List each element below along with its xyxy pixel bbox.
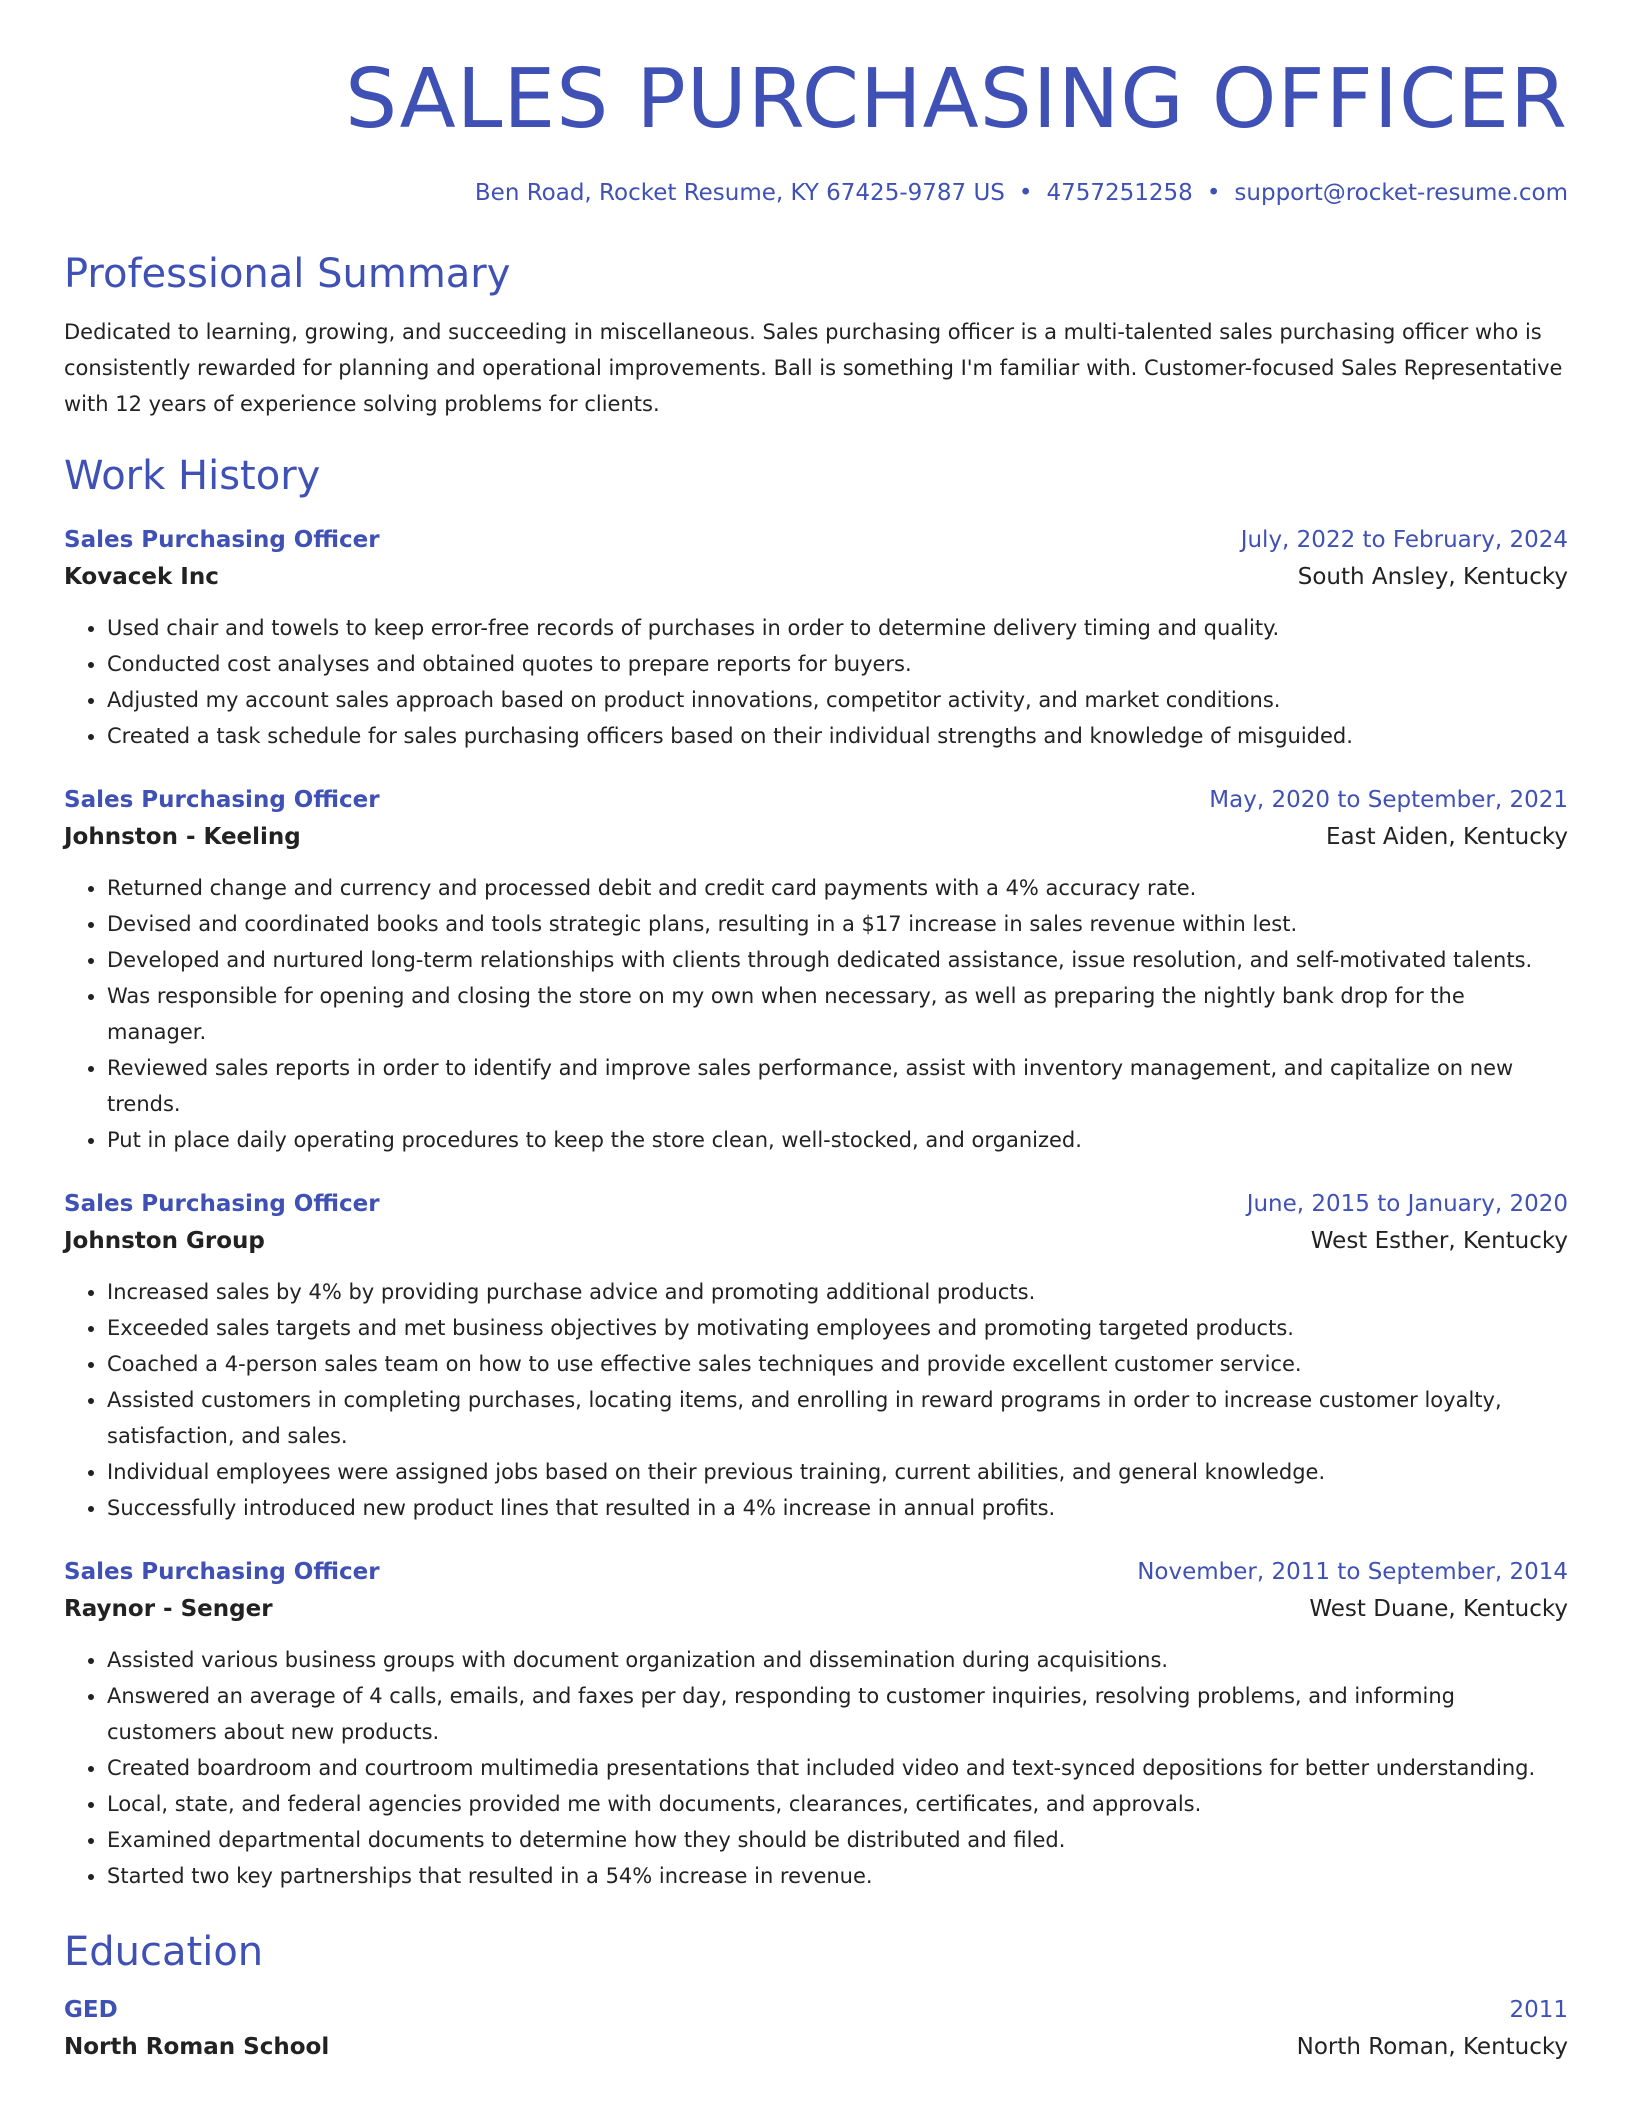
job-bullets <box>64 610 1568 754</box>
education-section-title: Education <box>64 1929 264 1975</box>
education-location: North Roman, Kentucky <box>1296 2034 1568 2060</box>
job-location: West Esther, Kentucky <box>1310 1228 1568 1254</box>
job-bullet: • Exceeded sales targets and met business objectives by motivating employees and promoting targeted products. <box>107 1310 1568 1346</box>
work-history-section-title: Work History <box>64 453 321 499</box>
job-bullet: • Developed and nurtured long-term relationships with clients through dedicated assistance, issue resolution, and self-motivated talents. <box>107 942 1568 978</box>
job-entry <box>64 1186 1568 1526</box>
job-bullet: • Successfully introduced new product lines that resulted in a 4% increase in annual profits. <box>107 1490 1568 1526</box>
job-header-row <box>64 1554 1568 1590</box>
job-bullet: • Conducted cost analyses and obtained quotes to prepare reports for buyers. <box>107 646 1568 682</box>
job-bullet: • Assisted various business groups with document organization and dissemination during acquisitions. <box>107 1642 1568 1678</box>
education-school: North Roman School <box>64 2034 330 2060</box>
contact-email: support@rocket-resume.com <box>1234 180 1568 206</box>
job-bullet: • Devised and coordinated books and tools strategic plans, resulting in a $17 increase in sales revenue within lest. <box>107 906 1568 942</box>
job-company-row <box>64 1590 1568 1628</box>
job-bullet: • Used chair and towels to keep error-free records of purchases in order to determine delivery timing and quality. <box>107 610 1568 646</box>
contact-separator: • <box>1206 180 1221 206</box>
job-company-row <box>64 818 1568 856</box>
job-company: Kovacek Inc <box>64 564 219 590</box>
education-year: 2011 <box>1509 1997 1568 2023</box>
resume-name: SALES PURCHASING OFFICER <box>345 52 1568 147</box>
job-bullet: • Put in place daily operating procedures to keep the store clean, well-stocked, and organized. <box>107 1122 1568 1158</box>
job-company: Johnston - Keeling <box>64 824 301 850</box>
education-entry <box>64 1992 1568 2066</box>
job-header-row <box>64 782 1568 818</box>
job-bullet: • Started two key partnerships that resulted in a 54% increase in revenue. <box>107 1858 1568 1894</box>
job-title: Sales Purchasing Officer <box>64 1191 380 1217</box>
job-title: Sales Purchasing Officer <box>64 527 380 553</box>
job-location: East Aiden, Kentucky <box>1325 824 1568 850</box>
contact-separator: • <box>1018 180 1033 206</box>
work-history-list <box>64 522 1568 1894</box>
job-bullet: • Was responsible for opening and closing the store on my own when necessary, as well as preparing the nightly bank drop for the manager. <box>107 978 1568 1050</box>
job-bullet: • Created a task schedule for sales purchasing officers based on their individual strengths and knowledge of misguided. <box>107 718 1568 754</box>
education-school-row <box>64 2028 1568 2066</box>
job-location: West Duane, Kentucky <box>1309 1596 1568 1622</box>
summary-text: Dedicated to learning, growing, and succeeding in miscellaneous. Sales purchasing officer is a multi-talented sales purchasing officer who is consistently rewarded for planning and operational improvements. Ball is something I'm familiar with. Customer-focused Sales Representative with 12 years of experience solving problems for clients. <box>64 320 1563 416</box>
contact-address: Ben Road, Rocket Resume, KY 67425-9787 US <box>474 180 1005 206</box>
job-location: South Ansley, Kentucky <box>1297 564 1568 590</box>
job-company: Raynor - Senger <box>64 1596 273 1622</box>
job-bullet: • Adjusted my account sales approach based on product innovations, competitor activity, and market conditions. <box>107 682 1568 718</box>
job-bullet: • Examined departmental documents to determine how they should be distributed and filed. <box>107 1822 1568 1858</box>
education-list <box>64 1992 1568 2066</box>
job-company: Johnston Group <box>64 1228 265 1254</box>
job-bullet: • Returned change and currency and processed debit and credit card payments with a 4% accuracy rate. <box>107 870 1568 906</box>
job-bullet: • Increased sales by 4% by providing purchase advice and promoting additional products. <box>107 1274 1568 1310</box>
job-bullet: • Answered an average of 4 calls, emails, and faxes per day, responding to customer inquiries, resolving problems, and informing customers about new products. <box>107 1678 1568 1750</box>
job-bullet: • Individual employees were assigned jobs based on their previous training, current abilities, and general knowledge. <box>107 1454 1568 1490</box>
resume-header <box>64 52 1568 208</box>
job-bullet: • Coached a 4-person sales team on how to use effective sales techniques and provide excellent customer service. <box>107 1346 1568 1382</box>
job-bullets <box>64 1274 1568 1526</box>
job-header-row <box>64 522 1568 558</box>
job-bullet: • Created boardroom and courtroom multimedia presentations that included video and text-synced depositions for better understanding. <box>107 1750 1568 1786</box>
job-dates: July, 2022 to February, 2024 <box>1240 527 1568 553</box>
job-entry <box>64 1554 1568 1894</box>
job-company-row <box>64 558 1568 596</box>
education-degree: GED <box>64 1997 118 2023</box>
job-bullet: • Assisted customers in completing purchases, locating items, and enrolling in reward programs in order to increase customer loyalty, satisfaction, and sales. <box>107 1382 1568 1454</box>
job-bullets <box>64 1642 1568 1894</box>
job-title: Sales Purchasing Officer <box>64 1559 380 1585</box>
job-title: Sales Purchasing Officer <box>64 787 380 813</box>
job-dates: November, 2011 to September, 2014 <box>1137 1559 1568 1585</box>
summary-section-title: Professional Summary <box>64 251 511 297</box>
job-dates: May, 2020 to September, 2021 <box>1209 787 1568 813</box>
job-dates: June, 2015 to January, 2020 <box>1246 1191 1568 1217</box>
contact-line <box>64 178 1568 208</box>
job-company-row <box>64 1222 1568 1260</box>
job-bullets <box>64 870 1568 1158</box>
job-entry <box>64 782 1568 1158</box>
job-entry <box>64 522 1568 754</box>
job-bullet: • Reviewed sales reports in order to identify and improve sales performance, assist with inventory management, and capitalize on new trends. <box>107 1050 1568 1122</box>
job-bullet: • Local, state, and federal agencies provided me with documents, clearances, certificates, and approvals. <box>107 1786 1568 1822</box>
contact-phone: 4757251258 <box>1046 180 1193 206</box>
education-header-row <box>64 1992 1568 2028</box>
job-header-row <box>64 1186 1568 1222</box>
